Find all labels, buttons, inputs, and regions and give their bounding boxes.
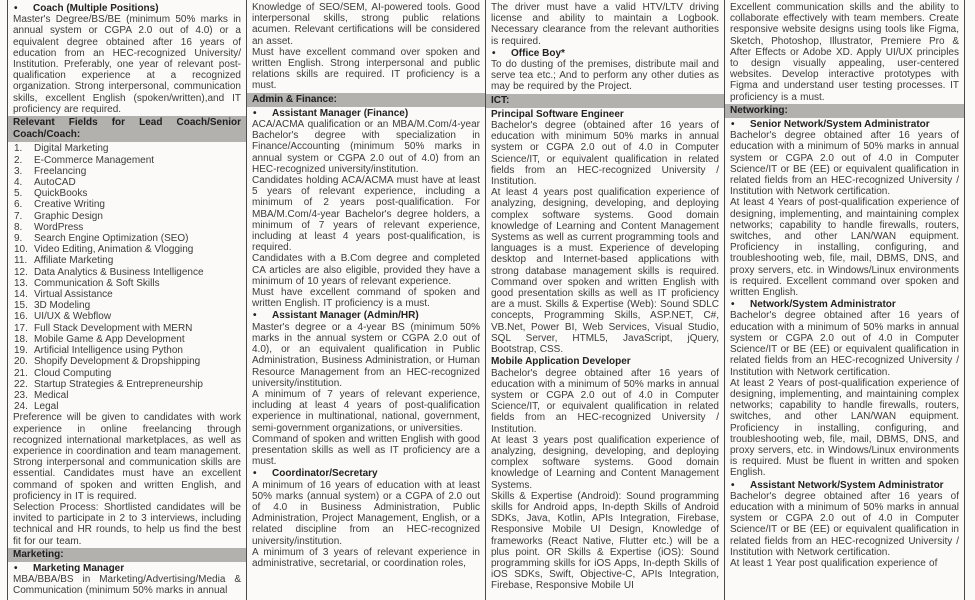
- list-item: [13, 199, 241, 210]
- list-item-number: 15.: [14, 300, 28, 312]
- job-title-label: Coach (Multiple Positions): [33, 3, 159, 14]
- list-item-number: 3.: [14, 165, 23, 177]
- job-title-assistant-manager-admin-hr: [252, 310, 480, 321]
- list-item-label: Shopify Development & Dropshipping: [34, 356, 201, 368]
- list-item-number: 14.: [14, 289, 28, 301]
- senior-network-qualification: Bachelor's degree obtained after 16 years of education with a minimum of 50% marks in annual system or CGPA 2.0 out of 4.0 in Computer Science/IT or BE (EE) or equivalent qualification in related fields from an HEC-recognized University / Institution with Network certification.: [730, 130, 959, 198]
- mad-qualification: Bachelor's degree obtained after 16 years of education with a minimum of 50% marks in annual system or CGPA 2.0 out of 4.0 in Computer Science/IT, or equivalent qualification in related fields from an HEC-recognized University / Institution.: [491, 367, 719, 435]
- selection-process: Selection Process: Shortlisted candidates will be invited to participate in 2 to 3 interviews, including technical and HR rounds, to help us find the best fit for our team.: [13, 501, 241, 547]
- list-item: [13, 323, 241, 334]
- bullet-icon: •: [731, 119, 735, 131]
- column-3: [485, 0, 724, 600]
- list-item-label: Virtual Assistance: [34, 289, 113, 301]
- list-item: [13, 211, 241, 222]
- section-heading-marketing: Marketing:: [8, 548, 246, 562]
- job-title-principal-software-engineer: [491, 109, 719, 120]
- list-item-number: 12.: [14, 266, 28, 278]
- job-title-office-boy: [491, 48, 719, 59]
- job-title-label: Coordinator/Secretary: [272, 468, 378, 480]
- list-item: [13, 379, 241, 390]
- list-item-label: Data Analytics & Business Intelligence: [34, 266, 204, 278]
- job-title-label: Network/System Administrator: [750, 299, 896, 311]
- coach-requirements: Master's Degree/BS/BE (minimum 50% marks in annual system or CGPA 2.0 out of 4.0) or a equivalent degree obtained after 16 years of education from an HEC-recognized University/ Institution. Preferably, one year of relevant post-qualification experience at a recognized organization. Strong interpersonal, communication skills, excellent English (spoken/written),and IT proficiency are required.: [13, 14, 241, 115]
- list-item: [13, 244, 241, 255]
- assistant-network-qualification: Bachelor's degree obtained after 16 years of education with a minimum of 50% marks in annual system or CGPA 2.0 out of 4.0 in Computer Science/IT or BE (EE) or equivalent qualification in related fields from an HEC-recognized University / Institution with Network certification.: [730, 490, 959, 558]
- bullet-icon: •: [253, 468, 257, 480]
- list-item-label: Graphic Design: [34, 210, 103, 222]
- list-item: [13, 255, 241, 266]
- list-item-label: Affiliate Marketing: [34, 255, 114, 267]
- job-title-label: Principal Software Engineer: [491, 108, 624, 120]
- column-2: [246, 0, 485, 600]
- column-4: [724, 0, 965, 600]
- marketing-manager-requirements: MBA/BBA/BS in Marketing/Advertising/Media & Communication (minimum 50% marks in annual: [13, 574, 241, 597]
- list-item-label: WordPress: [34, 221, 84, 233]
- list-item: [13, 267, 241, 278]
- list-item-label: UI/UX & Webflow: [34, 311, 112, 323]
- coordinator-experience: A minimum of 3 years of relevant experience in administrative, secretarial, or coordination roles,: [252, 546, 480, 569]
- job-title-senior-network-admin: [730, 119, 959, 130]
- mad-experience: At least 3 years post qualification experience of analyzing, designing, developing, and deploying complex software systems. Good domain knowledge of Learning and Content Management Systems.: [491, 434, 719, 491]
- list-item: [13, 334, 241, 345]
- coach-preference: Preference will be given to candidates with work experience in online freelancing through recognized international marketplaces, as well as experience in coordination and team management. Strong interpersonal and communication skills are essential. Candidates must have an excellent command of spoken and written English, and proficiency in IT is required.: [13, 412, 241, 502]
- bullet-icon: •: [492, 47, 496, 59]
- list-item-label: Medical: [34, 389, 69, 401]
- finance-english: Must have excellent command of spoken and written English. IT proficiency is a must.: [252, 287, 480, 310]
- list-item-number: 22.: [14, 378, 28, 390]
- list-item: [13, 401, 241, 412]
- job-title-label: Assistant Manager (Finance): [272, 107, 409, 119]
- list-item-label: Communication & Soft Skills: [34, 277, 160, 289]
- list-item: [13, 390, 241, 401]
- job-title-label: Assistant Manager (Admin/HR): [272, 310, 419, 322]
- list-item-number: 13.: [14, 277, 28, 289]
- list-item-number: 24.: [14, 401, 28, 413]
- bullet-icon: •: [253, 107, 257, 119]
- coordinator-qualification: A minimum of 16 years of education with at least 50% marks (annual system) or a CGPA of 2.0 out of 4.0 in Business Administration, Public Administration, Project Management, English, or a related discipline from an HEC-recognized university/institution.: [252, 479, 480, 547]
- section-heading-networking: Networking:: [725, 104, 964, 118]
- section-heading-relevant-fields: Relevant Fields for Lead Coach/Senior Coach/Coach:: [8, 116, 246, 142]
- list-item: [13, 289, 241, 300]
- list-item-number: 6.: [14, 199, 23, 211]
- list-item-number: 10.: [14, 244, 28, 256]
- list-item: [13, 188, 241, 199]
- admin-hr-english: Command of spoken and written English with good presentation skills as well as IT proficiency are a must.: [252, 433, 480, 468]
- office-boy-duties: To do dusting of the premises, distribute mail and serve tea etc.; And to perform any other duties as may be required by the Project.: [491, 59, 719, 93]
- list-item-number: 20.: [14, 356, 28, 368]
- job-title-network-admin: [730, 299, 959, 310]
- driver-requirements: The driver must have a valid HTV/LTV driving license and ability to maintain a Logbook. Necessary clearance from the relevant authorities is required.: [491, 2, 719, 47]
- network-experience: At least 2 Years of post-qualification experience of designing, implementing, and maintaining complex networks; capability to handle firewalls, routers, switches, and other LAN/WAN equipment. Proficiency in installing, configuring, and troubleshooting web, file, mail, DBMS, DNS, and proxy servers, etc. in Windows/Linux environments is required. Must be fluent in written and spoken English.: [730, 377, 959, 479]
- list-item-label: Artificial Intelligence using Python: [34, 345, 183, 357]
- list-item-label: AutoCAD: [34, 177, 76, 189]
- finance-bcom: Candidates with a B.Com degree and completed CA articles are also eligible, provided they have a minimum of 10 years of relevant experience.: [252, 253, 480, 287]
- list-item-label: Freelancing: [34, 165, 87, 177]
- network-qualification: Bachelor's degree obtained after 16 years of education with a minimum of 50% marks in annual system or CGPA 2.0 out of 4.0 in Computer Science/IT or BE (EE) or equivalent qualification in related fields from an HEC-recognized University / Institution with Network certification.: [730, 310, 959, 378]
- list-item: [13, 278, 241, 289]
- job-title-mobile-application-developer: [491, 356, 719, 367]
- section-heading-ict: ICT:: [486, 94, 724, 108]
- list-item-label: Search Engine Optimization (SEO): [34, 233, 189, 245]
- pse-qualification: Bachelor's degree (obtained after 16 years of education with minimum 50% marks in annual system or CGPA 2.0 out of 4.0 in Computer Science/IT, or equivalent qualification in related fields from an HEC-recognized University / Institution.: [491, 120, 719, 188]
- designer-skills: Excellent communication skills and the ability to collaborate effectively with team members. Create responsive website designs using tools like Figma, Sketch, Photoshop, Illustrator, Premiere Pro & After Effects or Adobe XD. Apply UI/UX principles to design visually appealing, user-centered websites. Develop interactive prototypes with Figma and understand user testing processes. IT proficiency is a must.: [730, 2, 959, 103]
- list-item-number: 23.: [14, 389, 28, 401]
- job-title-coach: [13, 3, 241, 14]
- job-title-label: Mobile Application Developer: [491, 356, 631, 368]
- section-heading-admin-finance: Admin & Finance:: [247, 93, 485, 107]
- list-item-number: 11.: [14, 255, 28, 267]
- list-item-number: 21.: [14, 367, 28, 379]
- list-item-label: Mobile Game & App Development: [34, 333, 185, 345]
- job-title-assistant-network-admin: [730, 480, 959, 491]
- list-item-number: 1.: [14, 143, 23, 155]
- finance-qualification: ACA/ACMA qualification or an MBA/M.Com/4-year Bachelor's degree with specialization in Finance/Accounting (minimum 50% marks in annual system or CGPA 2.0 out of 4.0) from an HEC-recognized university/institution.: [252, 119, 480, 175]
- bullet-icon: •: [731, 299, 735, 311]
- list-item: [13, 222, 241, 233]
- list-item: [13, 311, 241, 322]
- bullet-icon: •: [731, 479, 735, 491]
- list-item-number: 4.: [14, 177, 23, 189]
- list-item-label: QuickBooks: [34, 188, 88, 200]
- finance-experience: Candidates holding ACA/ACMA must have at least 5 years of relevant experience, including a minimum of 2 years post-qualification. For MBA/M.Com/4-year Bachelor's degree holders, a minimum of 7 years of relevant experience, including at least 4 years post-qualification, is required.: [252, 175, 480, 254]
- senior-network-experience: At least 4 Years of post-qualification experience of designing, implementing, and maintaining complex networks; capability to handle firewalls, routers, switches, and other LAN/WAN equipment. Proficiency in installing, configuring, and troubleshooting web, file, mail, DBMS, DNS, and proxy servers, etc. in Windows/Linux environments is required. Excellent command over spoken and written English.: [730, 197, 959, 299]
- bullet-icon: •: [14, 562, 18, 574]
- list-item-number: 5.: [14, 188, 23, 200]
- list-item: [13, 166, 241, 177]
- list-item-number: 9.: [14, 233, 23, 245]
- list-item-label: Startup Strategies & Entrepreneurship: [34, 378, 203, 390]
- list-item: [13, 233, 241, 244]
- list-item-label: Cloud Computing: [34, 367, 112, 379]
- job-title-label: Marketing Manager: [33, 562, 125, 574]
- bullet-icon: •: [253, 310, 257, 322]
- list-item-number: 19.: [14, 345, 28, 357]
- job-title-coordinator-secretary: [252, 468, 480, 479]
- list-item-label: Legal: [34, 401, 59, 413]
- list-item-label: Creative Writing: [34, 199, 105, 211]
- list-item-label: 3D Modeling: [34, 300, 91, 312]
- list-item: [13, 300, 241, 311]
- column-1: [7, 0, 246, 600]
- admin-hr-experience: A minimum of 7 years of relevant experience, including at least 4 years of post-qualification experience in multinational, national, government, semi-government organizations, or universities.: [252, 388, 480, 434]
- relevant-fields-list: [13, 143, 241, 412]
- job-title-label: Senior Network/System Administrator: [750, 119, 930, 131]
- list-item-number: 17.: [14, 322, 28, 334]
- admin-hr-qualification: Master's degree or a 4-year BS (minimum 50% marks in the annual system or CGPA 2.0 out of 4.0), or an equivalent qualification in Public Administration, Business Administration, or Human Resource Management from an HEC-recognized university/institution.: [252, 321, 480, 389]
- job-title-assistant-manager-finance: [252, 108, 480, 119]
- list-item: [13, 368, 241, 379]
- job-title-label: Assistant Network/System Administrator: [750, 479, 944, 491]
- list-item-number: 2.: [14, 154, 23, 166]
- list-item-label: Digital Marketing: [34, 143, 109, 155]
- list-item: [13, 143, 241, 154]
- assistant-network-experience: At least 1 Year post qualification experience of: [730, 557, 938, 569]
- pse-experience: At least 4 years post qualification experience of analyzing, designing, developing, and deploying complex software systems. Good domain knowledge of Learning and Content Management Systems as well as current programming tools and languages is a must. Experience of developing desktop and Internet-based applications with strong database management skills is required. Command over spoken and written English with good presentation skills as well as IT proficiency are a must. Skills & Expertise (Web): Sound SDLC concepts, Programming Skills, ASP.NET, C#, VB.Net, Power BI, Web Services, Visual Studio, SQL Server, HTML5, JavaScript, jQuery, Bootstrap, CSS.: [491, 187, 719, 356]
- list-item: [13, 345, 241, 356]
- mad-skills: Skills & Expertise (Android): Sound programming skills for Android apps, In-depth Skills of Android SDKs, Java, Kotlin, APIs Integration, Firebase, Responsive Mobile UI Design, Knowledge of frameworks (React Native, Flutter etc.) will be a plus point. OR Skills & Expertise (iOS): Sound programming skills for iOS Apps, In-depth Skills of iOS SDKs, Swift, Objective-C, APIs Integration, Firebase, Responsive Mobile UI: [491, 490, 719, 592]
- list-item: [13, 177, 241, 188]
- list-item: [13, 356, 241, 367]
- marketing-skills: Knowledge of SEO/SEM, AI-powered tools. Good interpersonal skills, strong public relations acumen. Relevant certifications will be considered an asset.: [252, 2, 480, 47]
- list-item-number: 7.: [14, 210, 23, 222]
- list-item-label: E-Commerce Management: [34, 154, 155, 166]
- marketing-english: Must have excellent command over spoken and written English. Strong interpersonal and public relations skills are required. IT proficiency is a must.: [252, 46, 480, 92]
- list-item-label: Full Stack Development with MERN: [34, 322, 193, 334]
- job-title-label: Office Boy*: [511, 47, 565, 59]
- list-item-label: Video Editing, Animation & Vlogging: [34, 244, 194, 256]
- list-item-number: 18.: [14, 333, 28, 345]
- bullet-icon: •: [14, 3, 18, 14]
- list-item: [13, 155, 241, 166]
- list-item-number: 16.: [14, 311, 28, 323]
- list-item-number: 8.: [14, 221, 23, 233]
- job-title-marketing-manager: [13, 563, 241, 574]
